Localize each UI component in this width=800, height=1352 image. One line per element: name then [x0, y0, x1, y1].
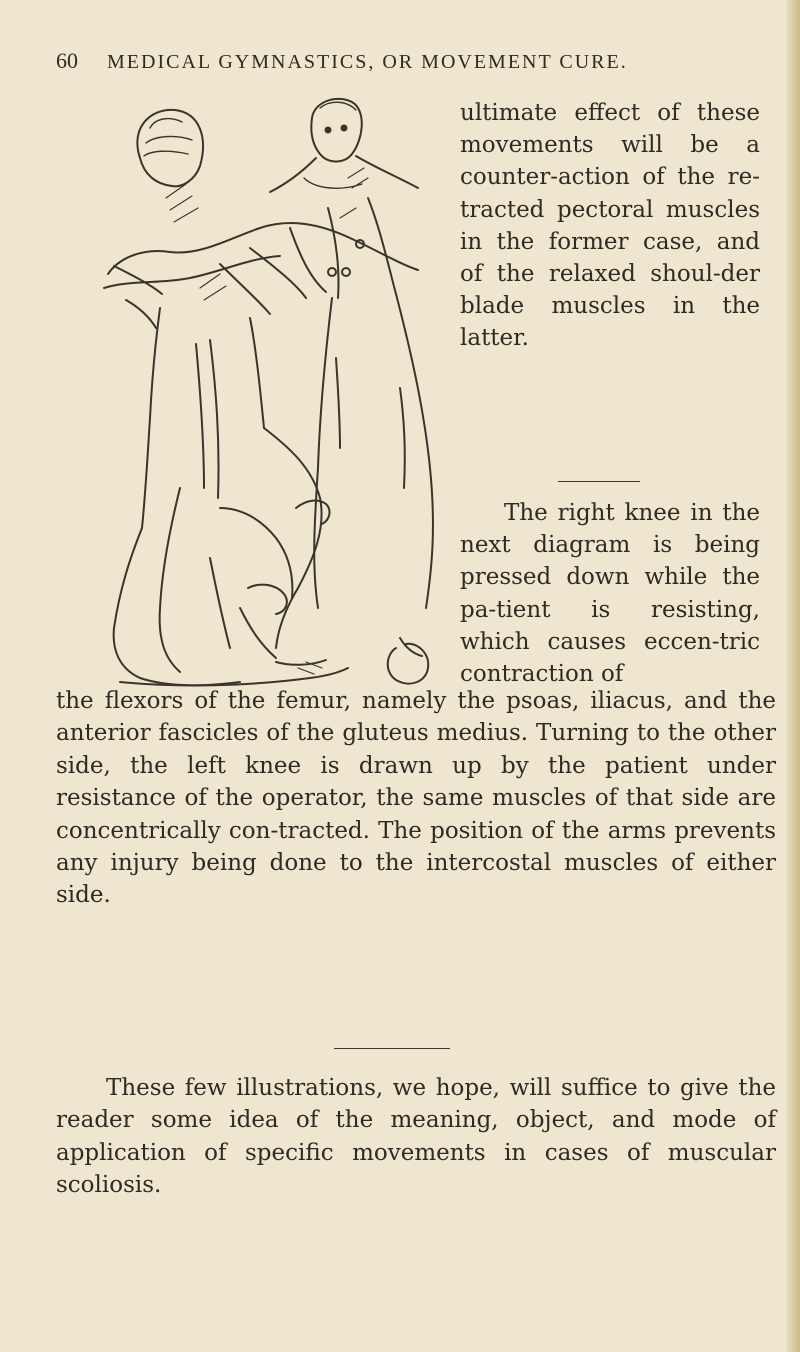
text-block-full-width	[56, 685, 776, 912]
page-edge	[786, 0, 800, 1352]
section-divider	[558, 481, 640, 482]
paragraph-2-column: The right knee in the next diagram is being pressed down while the pa-tient is resisting, which causes eccen-tric contraction of	[460, 500, 760, 688]
paragraph-3: These few illustrations, we hope, will suffice to give the reader some idea of the meaning, object, and mode of application of specific movements in cases of muscular scoliosis.	[56, 1075, 776, 1199]
page-number: 60	[56, 48, 78, 73]
exercise-illustration	[100, 88, 450, 688]
running-title: MEDICAL GYMNASTICS, OR MOVEMENT CURE.	[107, 51, 628, 73]
paragraph-1: ultimate effect of these movements will be a counter-action of the re-tracted pectoral muscles in the former case, and of the relaxed shoul-der blade muscles in the latter.	[460, 100, 760, 352]
text-column-middle	[460, 497, 760, 690]
paragraph-2-continuation: the flexors of the femur, namely the psoas, iliacus, and the anterior fascicles of the gluteus medius. Turning to the other side, the left knee is drawn up by the patient under resistance of the operator, the same muscles of that side are concentrically con-tracted. The position of the arms prevents any injury being done to the intercostal muscles of either side.	[56, 688, 776, 909]
text-column-top	[460, 97, 760, 355]
section-divider-2	[334, 1048, 450, 1049]
running-header	[56, 48, 756, 74]
text-block-closing	[56, 1072, 776, 1202]
